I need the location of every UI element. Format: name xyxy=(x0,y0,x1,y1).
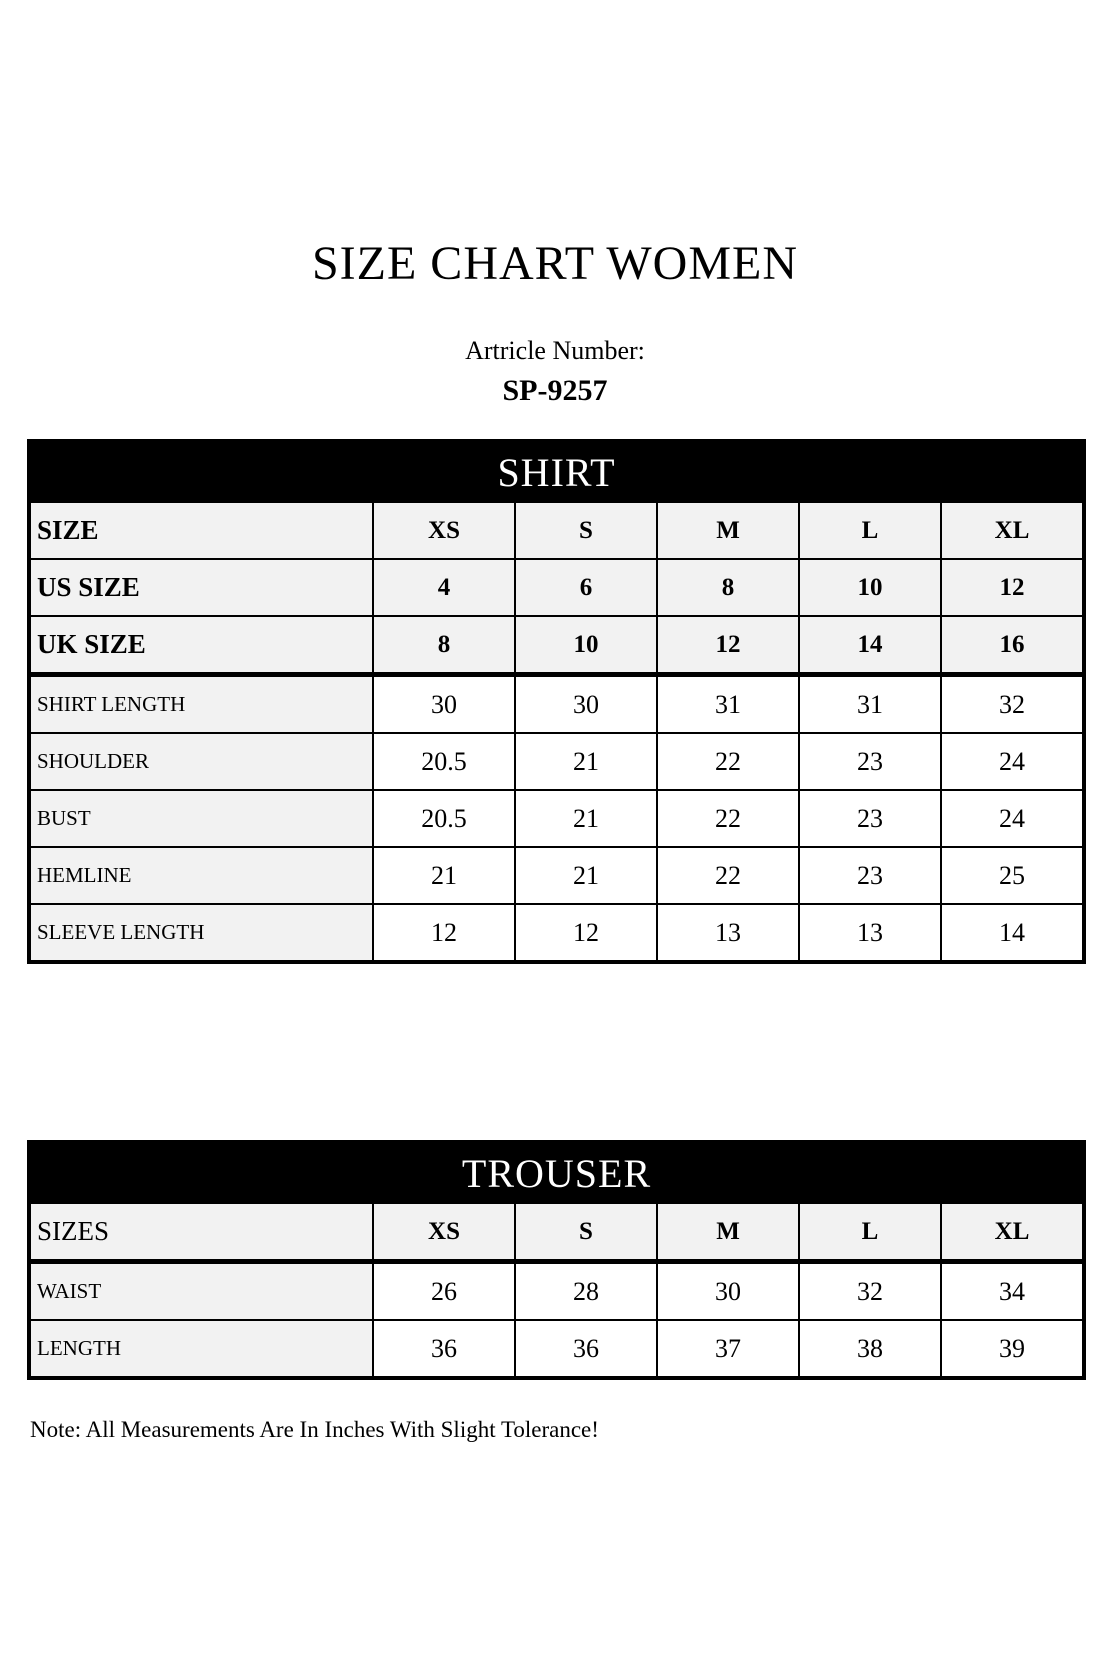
shirt-hemline-row-label: HEMLINE xyxy=(29,847,373,904)
shirt-length-l-cell: 31 xyxy=(799,675,941,734)
shirt-shoulder-xl-cell: 24 xyxy=(941,733,1084,790)
trouser-table-title-row xyxy=(29,1142,1084,1203)
trouser-waist-xs-cell: 26 xyxy=(373,1262,515,1321)
shirt-size-m-cell: M xyxy=(657,502,799,559)
trouser-waist-xl-cell: 34 xyxy=(941,1262,1084,1321)
trouser-sizes-s-cell: S xyxy=(515,1203,657,1262)
trouser-table-title: TROUSER xyxy=(29,1142,1084,1203)
shirt-sleeve-length-xl-cell: 14 xyxy=(941,904,1084,962)
shirt-shoulder-row-label: SHOULDER xyxy=(29,733,373,790)
shirt-row-sleeve-length xyxy=(29,904,1084,962)
shirt-shoulder-xs-cell: 20.5 xyxy=(373,733,515,790)
trouser-waist-s-cell: 28 xyxy=(515,1262,657,1321)
trouser-length-row-label: LENGTH xyxy=(29,1320,373,1378)
shirt-size-s-cell: S xyxy=(515,502,657,559)
shirt-row-bust xyxy=(29,790,1084,847)
shirt-size-table xyxy=(27,439,1086,964)
shirt-uk-size-m-cell: 12 xyxy=(657,616,799,675)
shirt-size-l-cell: L xyxy=(799,502,941,559)
shirt-us-size-l-cell: 10 xyxy=(799,559,941,616)
trouser-sizes-xs-cell: XS xyxy=(373,1203,515,1262)
trouser-waist-row-label: WAIST xyxy=(29,1262,373,1321)
shirt-bust-row-label: BUST xyxy=(29,790,373,847)
trouser-waist-l-cell: 32 xyxy=(799,1262,941,1321)
shirt-length-s-cell: 30 xyxy=(515,675,657,734)
shirt-uk-size-s-cell: 10 xyxy=(515,616,657,675)
shirt-us-size-row-label: US SIZE xyxy=(29,559,373,616)
page-title: SIZE CHART WOMEN xyxy=(311,237,798,290)
shirt-hemline-m-cell: 22 xyxy=(657,847,799,904)
shirt-sleeve-length-xs-cell: 12 xyxy=(373,904,515,962)
shirt-hemline-s-cell: 21 xyxy=(515,847,657,904)
trouser-length-l-cell: 38 xyxy=(799,1320,941,1378)
shirt-uk-size-xs-cell: 8 xyxy=(373,616,515,675)
shirt-uk-size-xl-cell: 16 xyxy=(941,616,1084,675)
trouser-row-length xyxy=(29,1320,1084,1378)
shirt-us-size-s-cell: 6 xyxy=(515,559,657,616)
article-number-value: SP-9257 xyxy=(502,374,608,408)
shirt-bust-xs-cell: 20.5 xyxy=(373,790,515,847)
shirt-sleeve-length-s-cell: 12 xyxy=(515,904,657,962)
shirt-row-hemline xyxy=(29,847,1084,904)
shirt-bust-s-cell: 21 xyxy=(515,790,657,847)
shirt-us-size-xl-cell: 12 xyxy=(941,559,1084,616)
shirt-sleeve-length-m-cell: 13 xyxy=(657,904,799,962)
shirt-table-title: SHIRT xyxy=(29,441,1084,502)
shirt-bust-l-cell: 23 xyxy=(799,790,941,847)
shirt-bust-m-cell: 22 xyxy=(657,790,799,847)
shirt-bust-xl-cell: 24 xyxy=(941,790,1084,847)
trouser-sizes-l-cell: L xyxy=(799,1203,941,1262)
shirt-us-size-xs-cell: 4 xyxy=(373,559,515,616)
shirt-uk-size-l-cell: 14 xyxy=(799,616,941,675)
trouser-row-waist xyxy=(29,1262,1084,1321)
shirt-sleeve-length-l-cell: 13 xyxy=(799,904,941,962)
shirt-hemline-xs-cell: 21 xyxy=(373,847,515,904)
trouser-sizes-m-cell: M xyxy=(657,1203,799,1262)
shirt-hemline-l-cell: 23 xyxy=(799,847,941,904)
shirt-length-m-cell: 31 xyxy=(657,675,799,734)
article-number-label: Artricle Number: xyxy=(465,336,645,366)
shirt-shoulder-s-cell: 21 xyxy=(515,733,657,790)
shirt-row-us-size xyxy=(29,559,1084,616)
shirt-uk-size-row-label: UK SIZE xyxy=(29,616,373,675)
shirt-row-shirt-length xyxy=(29,675,1084,734)
shirt-length-xl-cell: 32 xyxy=(941,675,1084,734)
shirt-size-row-label: SIZE xyxy=(29,502,373,559)
trouser-size-table xyxy=(27,1140,1086,1380)
shirt-shoulder-l-cell: 23 xyxy=(799,733,941,790)
shirt-us-size-m-cell: 8 xyxy=(657,559,799,616)
trouser-length-m-cell: 37 xyxy=(657,1320,799,1378)
shirt-length-xs-cell: 30 xyxy=(373,675,515,734)
shirt-shoulder-m-cell: 22 xyxy=(657,733,799,790)
shirt-length-row-label: SHIRT LENGTH xyxy=(29,675,373,734)
shirt-row-shoulder xyxy=(29,733,1084,790)
shirt-size-xs-cell: XS xyxy=(373,502,515,559)
trouser-length-xs-cell: 36 xyxy=(373,1320,515,1378)
note-text: Note: All Measurements Are In Inches With Slight Tolerance! xyxy=(30,1417,599,1443)
shirt-row-size xyxy=(29,502,1084,559)
shirt-sleeve-length-row-label: SLEEVE LENGTH xyxy=(29,904,373,962)
shirt-size-xl-cell: XL xyxy=(941,502,1084,559)
trouser-row-sizes xyxy=(29,1203,1084,1262)
trouser-length-s-cell: 36 xyxy=(515,1320,657,1378)
shirt-row-uk-size xyxy=(29,616,1084,675)
shirt-hemline-xl-cell: 25 xyxy=(941,847,1084,904)
shirt-table-title-row xyxy=(29,441,1084,502)
trouser-sizes-row-label: SIZES xyxy=(29,1203,373,1262)
trouser-sizes-xl-cell: XL xyxy=(941,1203,1084,1262)
trouser-waist-m-cell: 30 xyxy=(657,1262,799,1321)
trouser-length-xl-cell: 39 xyxy=(941,1320,1084,1378)
